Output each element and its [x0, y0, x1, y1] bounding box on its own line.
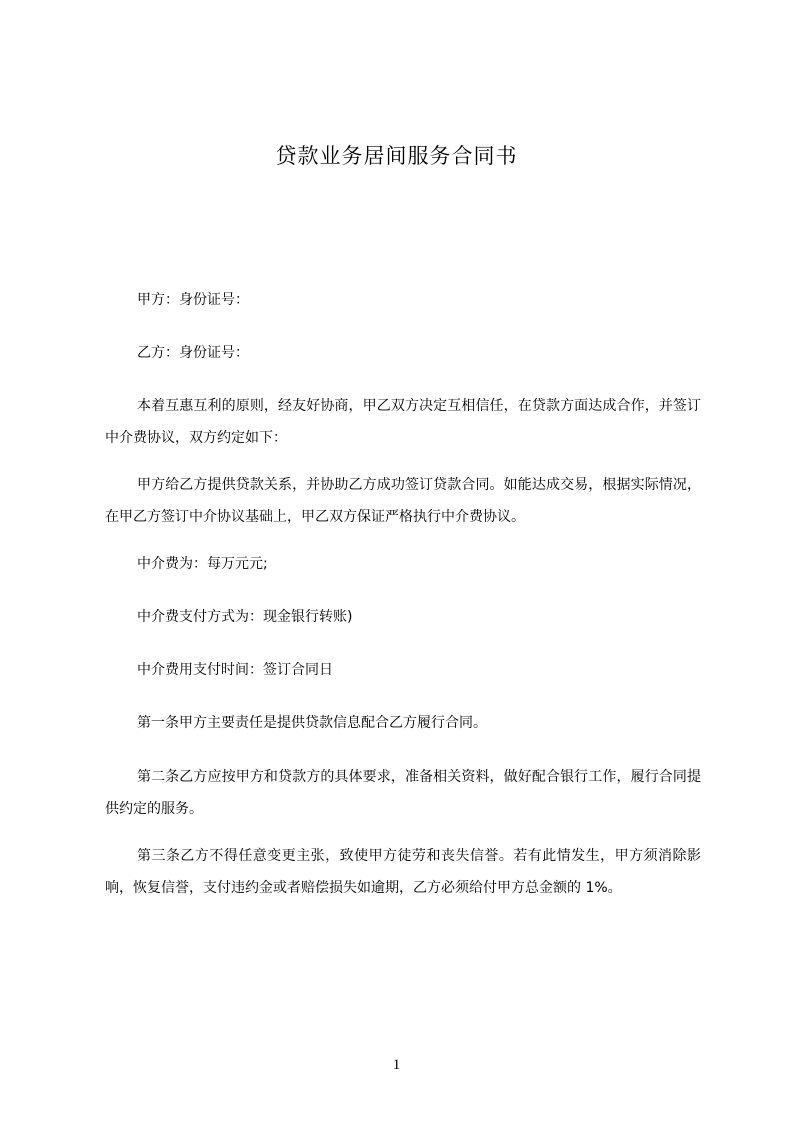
preamble-paragraph: 本着互惠互利的原则，经友好协商，甲乙双方决定互相信任，在贷款方面达成合作，并签订中介费协议，双方约定如下： — [105, 398, 701, 446]
fee-payment-method-line: 中介费支付方式为：现金银行转账) — [137, 609, 353, 625]
article-3-paragraph: 第三条乙方不得任意变更主张，致使甲方徒劳和丧失信誉。若有此情发生，甲方须消除影响，恢复信誉，支付违约金或者赔偿损失如逾期，乙方必须给付甲方总金额的 1%。 — [105, 848, 701, 896]
document-title: 贷款业务居间服务合同书 — [275, 144, 518, 168]
fee-amount-line: 中介费为：每万元元; — [137, 556, 268, 572]
party-b-line: 乙方：身份证号： — [137, 345, 249, 361]
service-paragraph: 甲方给乙方提供贷款关系，并协助乙方成功签订贷款合同。如能达成交易，根据实际情况，在甲乙方签订中介协议基础上，甲乙双方保证严格执行中介费协议。 — [105, 477, 701, 525]
fee-payment-time-line: 中介费用支付时间：签订合同日 — [137, 662, 333, 678]
party-a-line: 甲方：身份证号： — [137, 292, 249, 308]
article-1-paragraph: 第一条甲方主要责任是提供贷款信息配合乙方履行合同。 — [137, 715, 487, 731]
page-number: 1 — [392, 1057, 401, 1073]
article-2-paragraph: 第二条乙方应按甲方和贷款方的具体要求，准备相关资料，做好配合银行工作，履行合同提供约定的服务。 — [105, 769, 701, 817]
